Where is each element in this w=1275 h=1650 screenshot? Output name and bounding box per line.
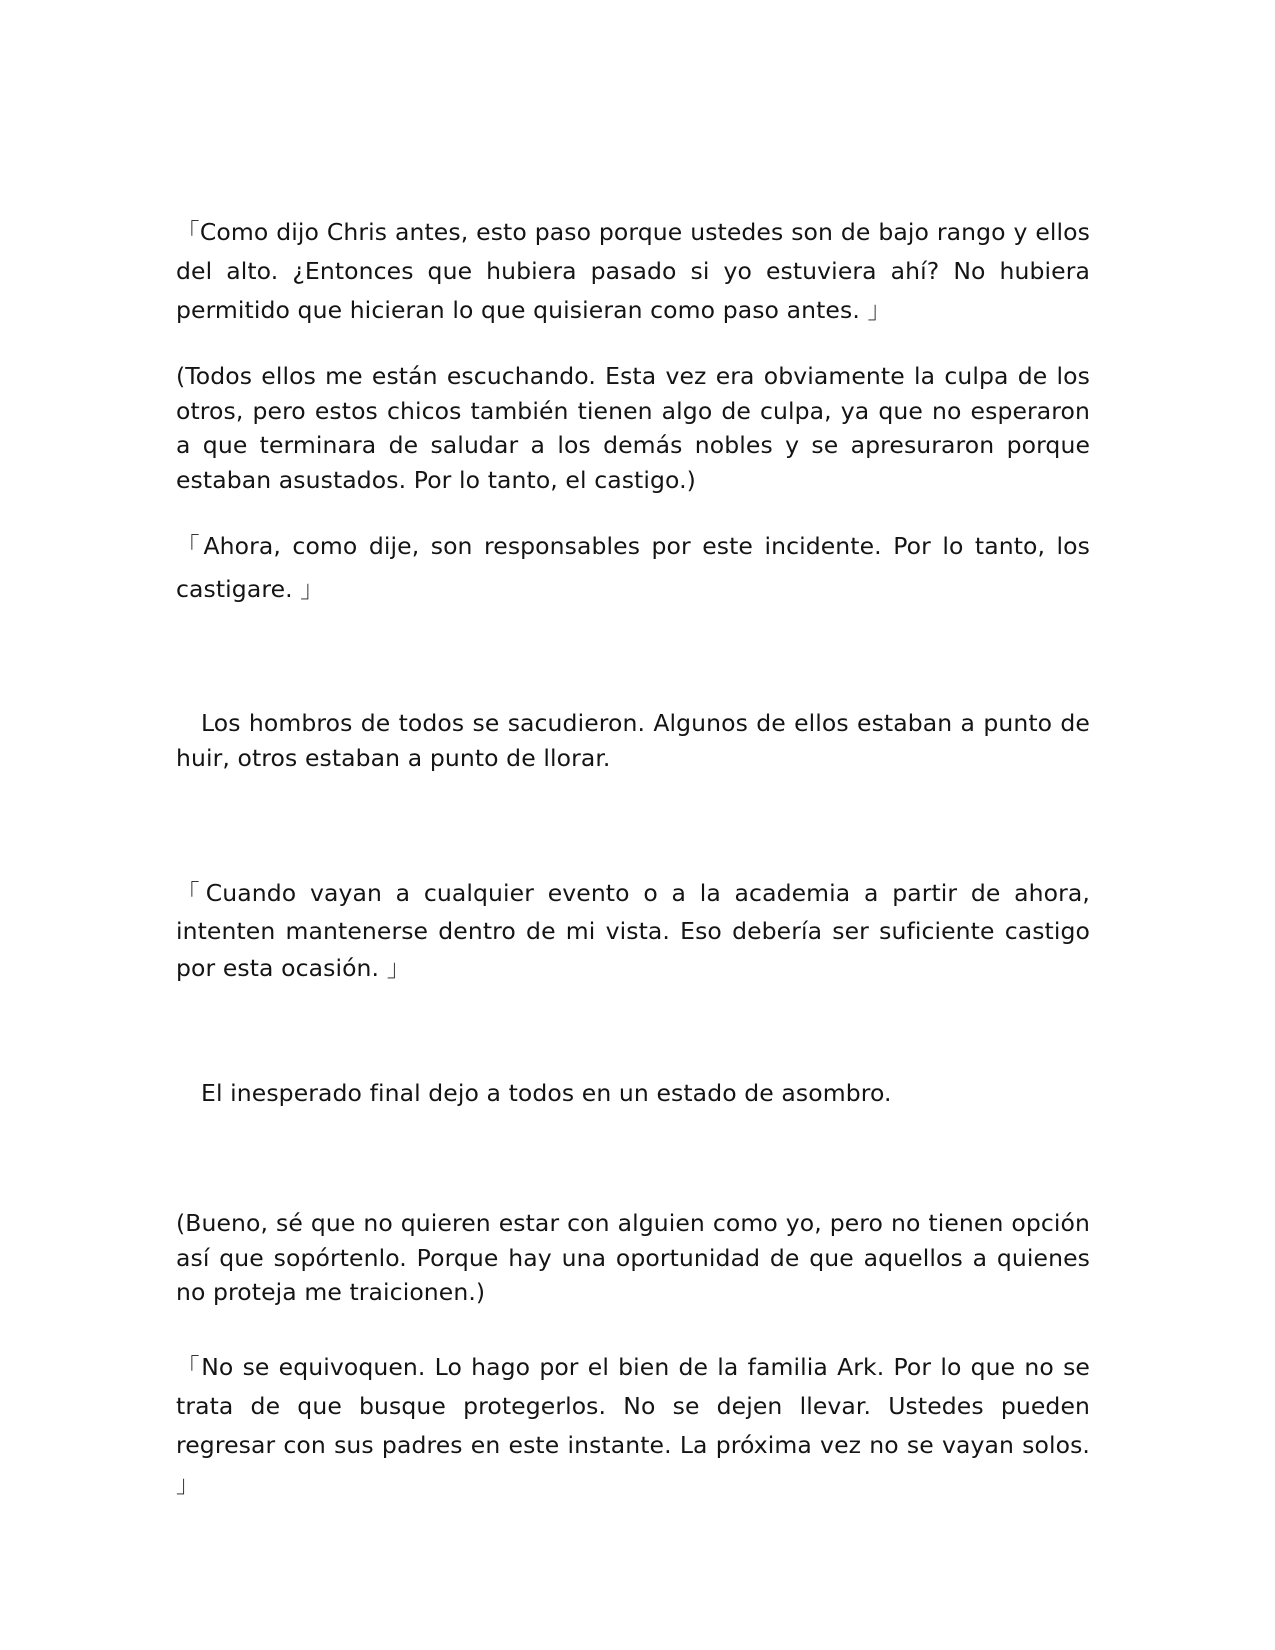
paragraph-1: 「Como dijo Chris antes, esto paso porque ustedes son de bajo rango y ellos del alto. ¿Entonces que hubiera pasado si yo estuviera ahí? No hubiera permitido que hicieran lo que quisieran como paso antes. 」 <box>176 218 1090 324</box>
paragraph-4: Los hombros de todos se sacudieron. Algunos de ellos estaban a punto de huir, otros estaban a punto de llorar. <box>176 709 1090 772</box>
paragraph-7: (Bueno, sé que no quieren estar con alguien como yo, pero no tienen opción así que sopórtenlo. Porque hay una oportunidad de que aquellos a quienes no proteja me traicionen.) <box>176 1209 1090 1306</box>
paragraph-3: 「Ahora, como dije, son responsables por este incidente. Por lo tanto, los castigare. 」 <box>176 532 1090 603</box>
paragraph-6: El inesperado final dejo a todos en un estado de asombro. <box>201 1079 892 1107</box>
paragraph-2: (Todos ellos me están escuchando. Esta vez era obviamente la culpa de los otros, pero estos chicos también tienen algo de culpa, ya que no esperaron a que terminara de saludar a los demás nobles y se apresuraron porque estaban asustados. Por lo tanto, el castigo.) <box>176 362 1090 494</box>
paragraph-5: 「Cuando vayan a cualquier evento o a la academia a partir de ahora, intenten mantenerse dentro de mi vista. Eso debería ser suficiente castigo por esta ocasión. 」 <box>176 879 1090 982</box>
paragraph-8: 「No se equivoquen. Lo hago por el bien de la familia Ark. Por lo que no se trata de que busque protegerlos. No se dejen llevar. Ustedes pueden regresar con sus padres en este instante. La próxima vez no se vayan solos. 」 <box>176 1353 1090 1498</box>
